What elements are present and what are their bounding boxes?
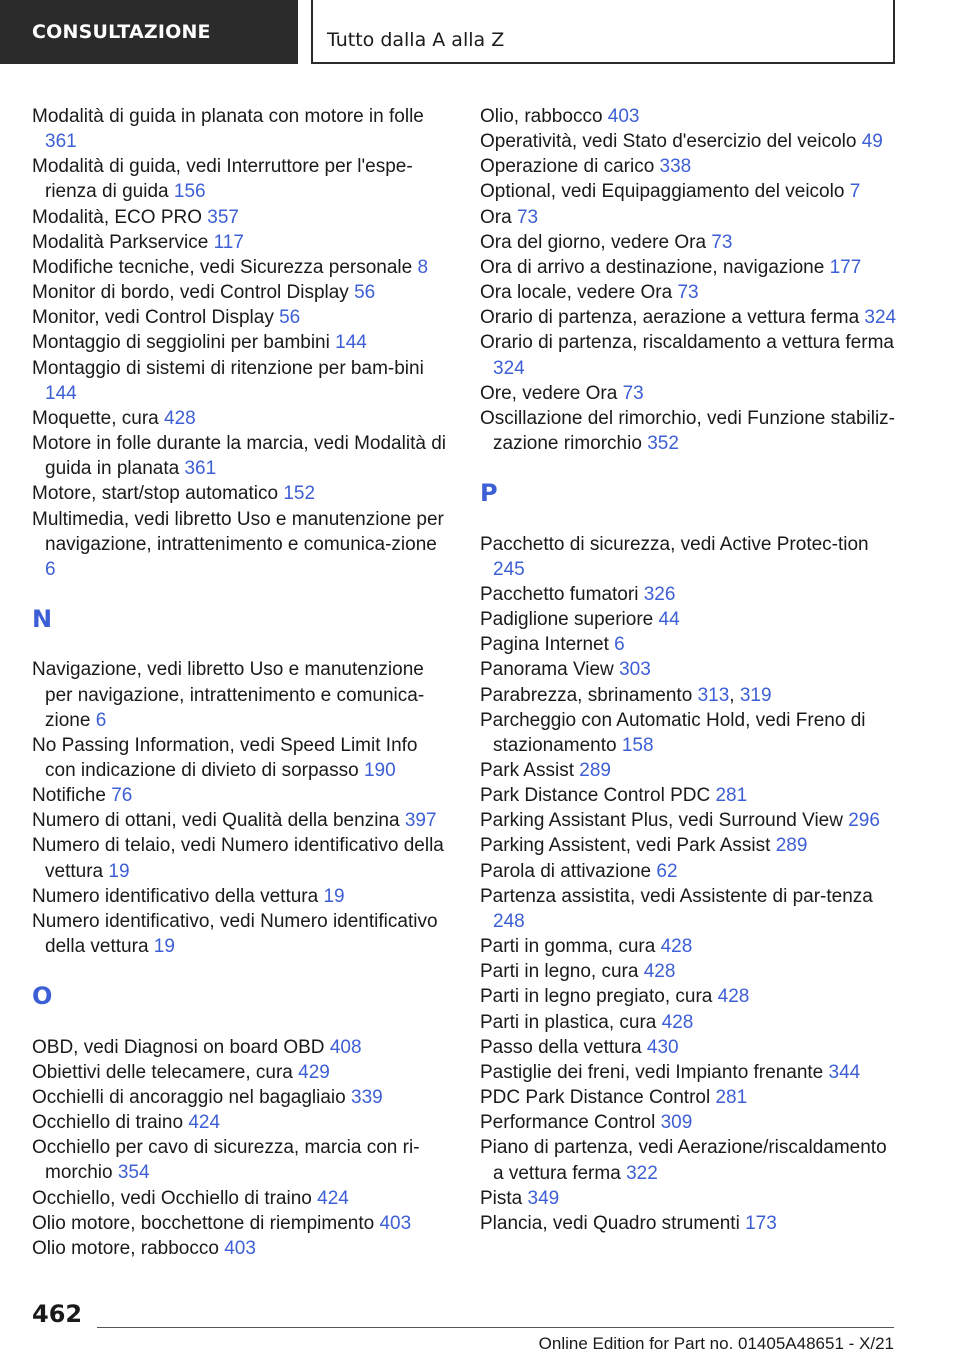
page-reference-link[interactable]: 190 xyxy=(363,760,396,782)
index-entry-text: Parking Assistent, vedi Park Assist xyxy=(480,835,771,857)
page-reference-link[interactable]: 403 xyxy=(224,1237,256,1259)
index-entry-text: Parola di attivazione xyxy=(480,860,652,882)
index-entry xyxy=(480,1060,900,1085)
page-reference-link[interactable]: 344 xyxy=(828,1061,861,1083)
index-entry-text: Moquette, cura xyxy=(32,407,159,429)
page-reference-link[interactable]: 73 xyxy=(711,231,733,253)
index-entry-text: Orario di partenza, riscaldamento a vettura ferma xyxy=(480,332,894,354)
index-entry-text: Orario di partenza, aerazione a vettura ferma xyxy=(480,307,860,329)
chapter-title: Tutto dalla A alla Z xyxy=(327,29,505,51)
index-entry xyxy=(480,1110,900,1135)
index-entry xyxy=(32,481,452,506)
page-reference-link[interactable]: 309 xyxy=(660,1112,693,1134)
page-reference-link[interactable]: 289 xyxy=(579,760,611,782)
index-entry-text: Performance Control xyxy=(480,1112,656,1134)
index-entry-text: Optional, vedi Equipaggiamento del veicolo xyxy=(480,181,845,203)
index-entry-text: Parking Assistant Plus, vedi Surround View xyxy=(480,810,843,832)
index-entry-text: Numero identificativo della vettura xyxy=(32,885,319,907)
page-reference-link[interactable]: 152 xyxy=(283,483,316,505)
page-reference-link[interactable]: 339 xyxy=(351,1087,383,1108)
index-entry-text: No Passing Information, vedi Speed Limit Info con indicazione di divieto di sorpasso xyxy=(32,734,418,782)
index-entry-text: Oscillazione del rimorchio, vedi Funzione stabiliz-zazione rimorchio xyxy=(480,407,896,455)
index-entry xyxy=(480,1186,900,1211)
index-entry-text: Montaggio di sistemi di ritenzione per bam-bini xyxy=(32,357,424,379)
index-entry xyxy=(480,230,900,255)
page-reference-link[interactable]: 19 xyxy=(323,885,345,907)
index-entry xyxy=(480,607,900,632)
index-entry xyxy=(480,859,900,884)
index-entry-text: Olio motore, bocchettone di riempimento xyxy=(32,1212,375,1234)
index-entry xyxy=(480,406,900,456)
index-section-letter: N xyxy=(32,605,53,634)
page-reference-link[interactable]: 281 xyxy=(715,785,748,807)
page-reference-link[interactable]: 8 xyxy=(417,256,429,278)
index-entry-text: Olio motore, rabbocco xyxy=(32,1237,219,1259)
page-reference-link[interactable]: 357 xyxy=(207,206,239,228)
index-entry-text: Ora locale, vedere Ora xyxy=(480,282,673,304)
page-number: 462 xyxy=(32,1300,83,1328)
page-reference-link[interactable]: 430 xyxy=(646,1036,679,1058)
page-reference-link[interactable]: 361 xyxy=(184,458,217,480)
index-entry xyxy=(480,582,900,607)
index-entry-text: Numero di ottani, vedi Qualità della benzina xyxy=(32,810,400,832)
index-entry-text: Padiglione superiore xyxy=(480,609,654,631)
page-reference-link[interactable]: 245 xyxy=(493,558,525,580)
page-reference-link[interactable]: 248 xyxy=(493,910,525,932)
index-entry xyxy=(32,406,452,431)
index-entry xyxy=(32,1211,452,1236)
index-entry-text: Piano di partenza, vedi Aerazione/riscaldamento a vettura ferma xyxy=(480,1137,887,1184)
page-reference-link[interactable]: 6 xyxy=(95,709,107,731)
page-reference-link[interactable]: 19 xyxy=(153,936,175,958)
index-entry xyxy=(32,431,452,481)
index-entry xyxy=(32,733,452,783)
page-reference-link[interactable]: 429 xyxy=(298,1061,330,1083)
index-entry xyxy=(480,255,900,280)
index-entry-text: Parti in legno pregiato, cura xyxy=(480,986,713,1008)
index-entry xyxy=(480,1135,900,1185)
index-entry xyxy=(32,230,452,255)
index-entry xyxy=(480,129,900,154)
index-entry-text: Parti in legno, cura xyxy=(480,961,639,983)
page-reference-link[interactable]: 428 xyxy=(164,407,196,429)
index-entry-text: Ore, vedere Ora xyxy=(480,382,618,404)
index-entry-text: Navigazione, vedi libretto Uso e manutenzione per navigazione, intrattenimento e comunica-zione xyxy=(32,659,425,731)
page-reference-link[interactable]: 352 xyxy=(647,433,679,455)
page-reference-link[interactable]: 324 xyxy=(864,307,897,329)
page-reference-link[interactable]: 313 xyxy=(697,684,730,706)
index-entry xyxy=(32,104,452,154)
index-entry xyxy=(32,280,452,305)
index-entry-text: Modalità di guida in planata con motore in folle xyxy=(32,106,424,127)
page-reference-link[interactable]: 349 xyxy=(527,1187,560,1209)
index-entry xyxy=(480,154,900,179)
index-entry xyxy=(480,1211,900,1236)
index-entry xyxy=(32,808,452,833)
index-entry xyxy=(480,833,900,858)
index-entry-text: Numero di telaio, vedi Numero identificativo della vettura xyxy=(32,835,444,882)
page-reference-link[interactable]: 289 xyxy=(775,835,808,857)
index-entry xyxy=(32,1110,452,1135)
index-entry xyxy=(480,934,900,959)
index-entry: Parabrezza, sbrinamento 313, 319 xyxy=(480,684,772,706)
index-entry xyxy=(480,179,900,204)
page-reference-link[interactable]: 117 xyxy=(213,231,244,253)
page-reference-link[interactable]: 44 xyxy=(658,609,680,631)
index-entry xyxy=(32,909,452,959)
index-entry-text: Pacchetto di sicurezza, vedi Active Protec-tion xyxy=(480,533,869,555)
index-entry-text: Obiettivi delle telecamere, cura xyxy=(32,1061,293,1083)
index-entry xyxy=(32,305,452,330)
index-entry-text: Panorama View xyxy=(480,659,614,681)
page-reference-link[interactable]: 428 xyxy=(717,986,750,1008)
page-reference-link[interactable]: 296 xyxy=(848,810,880,832)
index-entry-text: PDC Park Distance Control xyxy=(480,1087,711,1109)
index-entry xyxy=(480,104,900,129)
page-reference-link[interactable]: 338 xyxy=(659,156,692,178)
page-reference-link[interactable]: 319 xyxy=(739,684,772,706)
index-entry-text: Parti in plastica, cura xyxy=(480,1011,657,1033)
index-entry xyxy=(480,381,900,406)
index-column-left xyxy=(32,104,452,1261)
page-reference-link[interactable]: 403 xyxy=(607,106,640,127)
index-entry xyxy=(480,280,900,305)
index-section-letter: O xyxy=(32,982,53,1011)
index-entry-text: Montaggio di seggiolini per bambini xyxy=(32,332,330,354)
index-entry xyxy=(32,1035,452,1060)
index-entry xyxy=(32,205,452,230)
index-entry xyxy=(480,205,900,230)
section-label: CONSULTAZIONE xyxy=(32,21,211,43)
page-reference-link[interactable]: 322 xyxy=(626,1162,658,1184)
page-reference-link[interactable]: 144 xyxy=(335,332,367,354)
page-reference-link[interactable]: 424 xyxy=(317,1187,349,1209)
index-entry xyxy=(480,808,900,833)
page-reference-link[interactable]: 49 xyxy=(861,131,883,153)
index-entry-text: Occhielli di ancoraggio nel bagagliaio xyxy=(32,1087,346,1108)
index-entry xyxy=(32,154,452,204)
index-entry xyxy=(480,783,900,808)
page-reference-link[interactable]: 403 xyxy=(379,1212,412,1234)
index-entry-text: Ora di arrivo a destinazione, navigazione xyxy=(480,256,825,278)
index-entry-text: Notifiche xyxy=(32,785,106,807)
index-section-letter: P xyxy=(480,479,498,508)
page-reference-link[interactable]: 73 xyxy=(622,382,644,404)
index-entry-text: Occhiello di traino xyxy=(32,1112,184,1134)
index-entry-text: Park Distance Control PDC xyxy=(480,785,711,807)
index-entry-text: Ora xyxy=(480,206,512,228)
index-entry xyxy=(32,1085,452,1110)
index-entry xyxy=(480,708,900,758)
index-entry xyxy=(480,959,900,984)
page-reference-link[interactable]: 428 xyxy=(643,961,676,983)
index-column-right xyxy=(480,104,900,1236)
index-entry xyxy=(480,1085,900,1110)
page-reference-link[interactable]: 76 xyxy=(111,785,133,807)
index-entry-text: Occhiello per cavo di sicurezza, marcia con ri-morchio xyxy=(32,1137,420,1184)
page-reference-link[interactable]: 408 xyxy=(329,1036,362,1058)
index-entry-text: Passo della vettura xyxy=(480,1036,642,1058)
index-entry-text: Modalità Parkservice xyxy=(32,231,209,253)
index-entry xyxy=(32,783,452,808)
index-entry-text: Ora del giorno, vedere Ora xyxy=(480,231,707,253)
page-reference-link[interactable]: 173 xyxy=(745,1212,777,1234)
page-reference-link[interactable]: 428 xyxy=(661,1011,694,1033)
index-entry xyxy=(480,884,900,934)
index-entry-text: Olio, rabbocco xyxy=(480,106,603,127)
index-entry-text: Multimedia, vedi libretto Uso e manutenzione per navigazione, intrattenimento e comunica-zione xyxy=(32,508,444,555)
page-reference-link[interactable]: 326 xyxy=(643,583,676,605)
index-entry xyxy=(32,1135,452,1185)
index-entry-text: Parcheggio con Automatic Hold, vedi Freno di stazionamento xyxy=(480,709,866,756)
index-entry-text: Pastiglie dei freni, vedi Impianto frenante xyxy=(480,1061,824,1083)
index-entry xyxy=(32,507,452,582)
index-entry-text: Numero identificativo, vedi Numero identificativo della vettura xyxy=(32,910,438,958)
index-entry-text: Monitor di bordo, vedi Control Display xyxy=(32,282,349,304)
page-reference-link[interactable]: 56 xyxy=(354,282,376,304)
index-entry-text: Pacchetto fumatori xyxy=(480,583,639,605)
page-reference-link[interactable]: 303 xyxy=(619,659,651,681)
index-entry xyxy=(32,330,452,355)
index-entry-text: Motore, start/stop automatico xyxy=(32,483,279,505)
index-entry-text: Monitor, vedi Control Display xyxy=(32,307,274,329)
page-reference-link[interactable]: 6 xyxy=(45,558,56,580)
page-reference-link[interactable]: 156 xyxy=(173,181,206,203)
index-entry-text: OBD, vedi Diagnosi on board OBD xyxy=(32,1036,325,1058)
index-entry xyxy=(32,884,452,909)
index-entry xyxy=(480,1010,900,1035)
page-reference-link[interactable]: 354 xyxy=(117,1162,150,1184)
page-reference-link[interactable]: 144 xyxy=(45,382,77,404)
page-reference-link[interactable]: 56 xyxy=(279,307,301,329)
index-entry xyxy=(32,833,452,883)
index-entry-text: Modifiche tecniche, vedi Sicurezza personale xyxy=(32,256,413,278)
page-reference-link[interactable]: 361 xyxy=(45,131,77,153)
index-entry xyxy=(32,255,452,280)
index-entry xyxy=(480,657,900,682)
index-entry-text: Park Assist xyxy=(480,760,574,782)
index-entry-text: Partenza assistita, vedi Assistente di par-tenza xyxy=(480,885,873,907)
edition-note: Online Edition for Part no. 01405A48651 - X/21 xyxy=(538,1334,894,1353)
index-entry xyxy=(32,657,452,732)
page-reference-link[interactable]: 428 xyxy=(660,936,693,958)
index-entry xyxy=(32,1236,452,1261)
index-entry xyxy=(480,984,900,1009)
page-reference-link[interactable]: 6 xyxy=(614,634,625,656)
index-entry-text: Operatività, vedi Stato d'esercizio del veicolo xyxy=(480,131,857,153)
index-entry xyxy=(480,532,900,582)
page-reference-link[interactable]: 281 xyxy=(715,1087,748,1109)
page-reference-link[interactable]: 7 xyxy=(849,181,861,203)
index-entry-text: Modalità, ECO PRO xyxy=(32,206,202,228)
page-reference-link[interactable]: 62 xyxy=(656,860,678,882)
page-reference-link[interactable]: 177 xyxy=(829,256,862,278)
page-reference-link[interactable]: 19 xyxy=(108,860,130,882)
index-entry xyxy=(32,1060,452,1085)
index-entry-text: Operazione di carico xyxy=(480,156,655,178)
index-entry-text: Parabrezza, sbrinamento xyxy=(480,684,693,706)
index-entry xyxy=(480,632,900,657)
section-tab xyxy=(0,0,298,64)
index-entry-text: Pista xyxy=(480,1187,523,1209)
index-entry xyxy=(32,1186,452,1211)
index-entry-text: Parti in gomma, cura xyxy=(480,936,656,958)
footer-divider xyxy=(97,1327,894,1328)
index-entry-text: Occhiello, vedi Occhiello di traino xyxy=(32,1187,312,1209)
index-entry-text: Motore in folle durante la marcia, vedi Modalità di guida in planata xyxy=(32,433,446,480)
index-entry xyxy=(480,758,900,783)
page-reference-link[interactable]: 158 xyxy=(621,734,654,756)
index-entry xyxy=(480,1035,900,1060)
index-entry xyxy=(480,330,900,380)
header-title-box xyxy=(311,0,895,64)
page-reference-link[interactable]: 397 xyxy=(404,810,437,832)
index-entry-text: Modalità di guida, vedi Interruttore per l'espe-rienza di guida xyxy=(32,156,413,203)
index-entry-text: Plancia, vedi Quadro strumenti xyxy=(480,1212,740,1234)
index-entry xyxy=(480,305,900,330)
index-entry xyxy=(32,356,452,406)
index-entry-text: Pagina Internet xyxy=(480,634,609,656)
page-reference-link[interactable]: 324 xyxy=(493,357,525,379)
page-reference-link[interactable]: 73 xyxy=(516,206,539,228)
page-reference-link[interactable]: 73 xyxy=(677,282,699,304)
page-reference-link[interactable]: 424 xyxy=(188,1112,221,1134)
